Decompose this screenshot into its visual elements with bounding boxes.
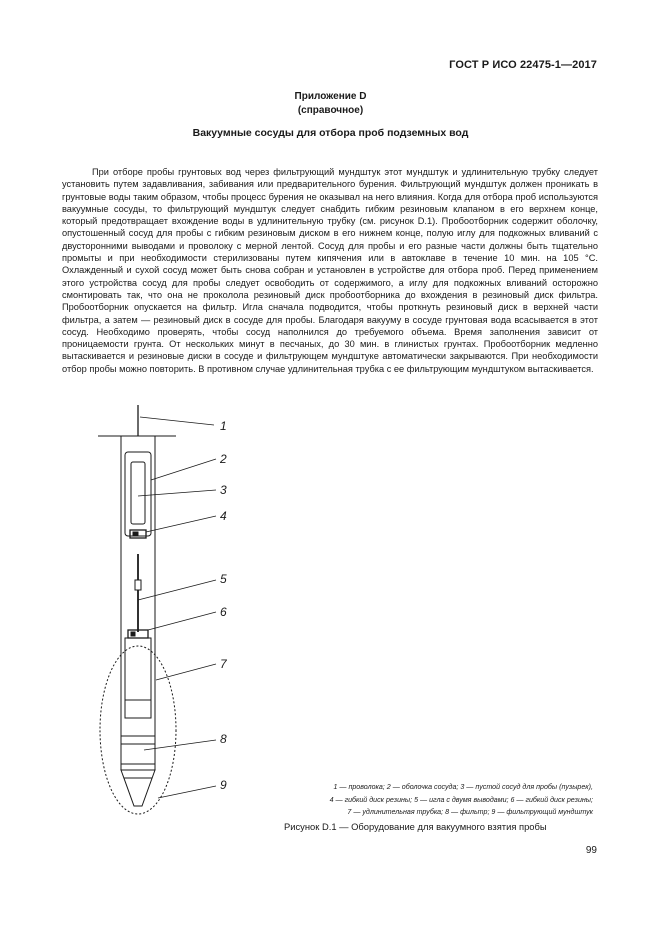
legend-text-3: — пустой сосуд для пробы (пузырек), bbox=[464, 783, 593, 791]
legend-num-5: 5 bbox=[414, 795, 419, 804]
legend-text-9: — фильтрующий мундштук bbox=[495, 808, 593, 817]
annex-subtitle: (справочное) bbox=[297, 105, 364, 116]
filter bbox=[121, 736, 155, 770]
leader-3 bbox=[138, 490, 216, 496]
legend-num-8: 8 bbox=[445, 808, 450, 817]
leader-6 bbox=[148, 612, 216, 630]
callout-7: 7 bbox=[220, 657, 227, 671]
callout-6: 6 bbox=[220, 605, 227, 619]
page-number: 99 bbox=[585, 845, 597, 856]
figure-legend bbox=[243, 781, 593, 819]
legend-num-6: 6 bbox=[510, 795, 515, 804]
leader-1 bbox=[140, 417, 214, 425]
sample-bottle bbox=[131, 462, 145, 524]
leader-5 bbox=[138, 580, 216, 600]
legend-num-2: 2 bbox=[386, 783, 391, 791]
filter-tip bbox=[121, 770, 155, 806]
body-paragraph: При отборе пробы грунтовых вод через фильтрующий мундштук этот мундштук и удлинительную трубку следует установить путем задавливания, забивания или предварительного бурения. Фильтрующий мундштук должен проникать в грунтовые воды таким образом, чтобы процесс бурения не оказывал на него влияния. Когда для отбора проб используются вакуумные сосуды, то фильтрующий мундштук следует снабдить гибким резиновым клапаном в его верхнем конце, который предотвращает вхождение воды в удлинительную трубку (см. рисунок D.1). Пробоотборник содержит оболочку, опустошенный сосуд для пробы с гибким резиновым диском в его нижнем конце, полую иглу для подкожных вливаний с двусторонними выводами и проволоку с мерной лентой. Сосуд для пробы и его разные части должны быть тщательно промыты и при необходимости стерилизованы путем кипячения или в автоклаве в течение 10 мин. на 105 °С. Охлажденный и сухой сосуд может быть снова собран и установлен в устройстве для отбора проб. Перед применением этого устройства сосуд для пробы следует освободить от содержимого, а иглу для подкожных вливаний осторожно смонтировать так, что она не проколола резиновый диск пробоотборника до вхождения в резиновый диск фильтра. Пробоотборник опускается на фильтр. Игла сначала подводится, чтобы проткнуть резиновый диск в верхней части фильтра, а затем — резиновый диск в сосуде для пробы. Благодаря вакууму в сосуде грунтовая вода всасывается в этот сосуд. Необходимо проверять, чтобы сосуд наполнился до требуемого объема. Время заполнения зависит от проницаемости грунта. От нескольких минут в песчаных, до 30 мин. в глинистых грунтах. Пробоотборник медленно вытаскивается и резиновые диски в сосуде и фильтрующем мундштуке автоматически закрываются. При необходимости отбор пробы можно повторить. В противном случае удлинительная трубка с ее фильтрующим мундштуком вытаскивается. bbox=[62, 167, 598, 374]
extension-tube bbox=[125, 638, 151, 718]
document-title: Вакуумные сосуды для отбора проб подземных вод bbox=[192, 127, 469, 139]
legend-num-7: 7 bbox=[347, 808, 352, 817]
filter-ellipse bbox=[100, 646, 176, 814]
callout-5: 5 bbox=[220, 572, 227, 586]
callout-4: 4 bbox=[220, 509, 227, 523]
legend-text-4: — гибкий диск резины; bbox=[333, 795, 415, 804]
legend-num-1: 1 bbox=[333, 783, 338, 791]
leader-4 bbox=[146, 516, 216, 532]
figure-caption: Рисунок D.1 — Оборудование для вакуумного взятия пробы bbox=[284, 821, 547, 832]
leader-9 bbox=[158, 786, 216, 798]
legend-text-6: — гибкий диск резины; bbox=[514, 795, 593, 804]
vessel-shell bbox=[125, 452, 151, 536]
annex-title: Приложение D bbox=[294, 91, 367, 102]
leader-2 bbox=[151, 459, 216, 480]
legend-text-8: — фильтр; bbox=[449, 808, 492, 817]
callout-2: 2 bbox=[220, 452, 227, 466]
legend-text-2: — оболочка сосуда; bbox=[390, 783, 461, 791]
legend-text-7: — удлинительная трубка; bbox=[351, 808, 446, 817]
legend-num-9: 9 bbox=[491, 808, 496, 817]
callout-9: 9 bbox=[220, 778, 227, 792]
legend-text-1: — проволока; bbox=[337, 783, 387, 791]
callout-1: 1 bbox=[220, 419, 227, 433]
callout-3: 3 bbox=[220, 483, 227, 497]
standard-header: ГОСТ Р ИСО 22475-1—2017 bbox=[449, 59, 597, 71]
legend-num-4: 4 bbox=[329, 795, 334, 804]
callout-8: 8 bbox=[220, 732, 227, 746]
legend-num-3: 3 bbox=[460, 783, 465, 791]
legend-text-5: — игла с двумя выводами; bbox=[418, 795, 511, 804]
